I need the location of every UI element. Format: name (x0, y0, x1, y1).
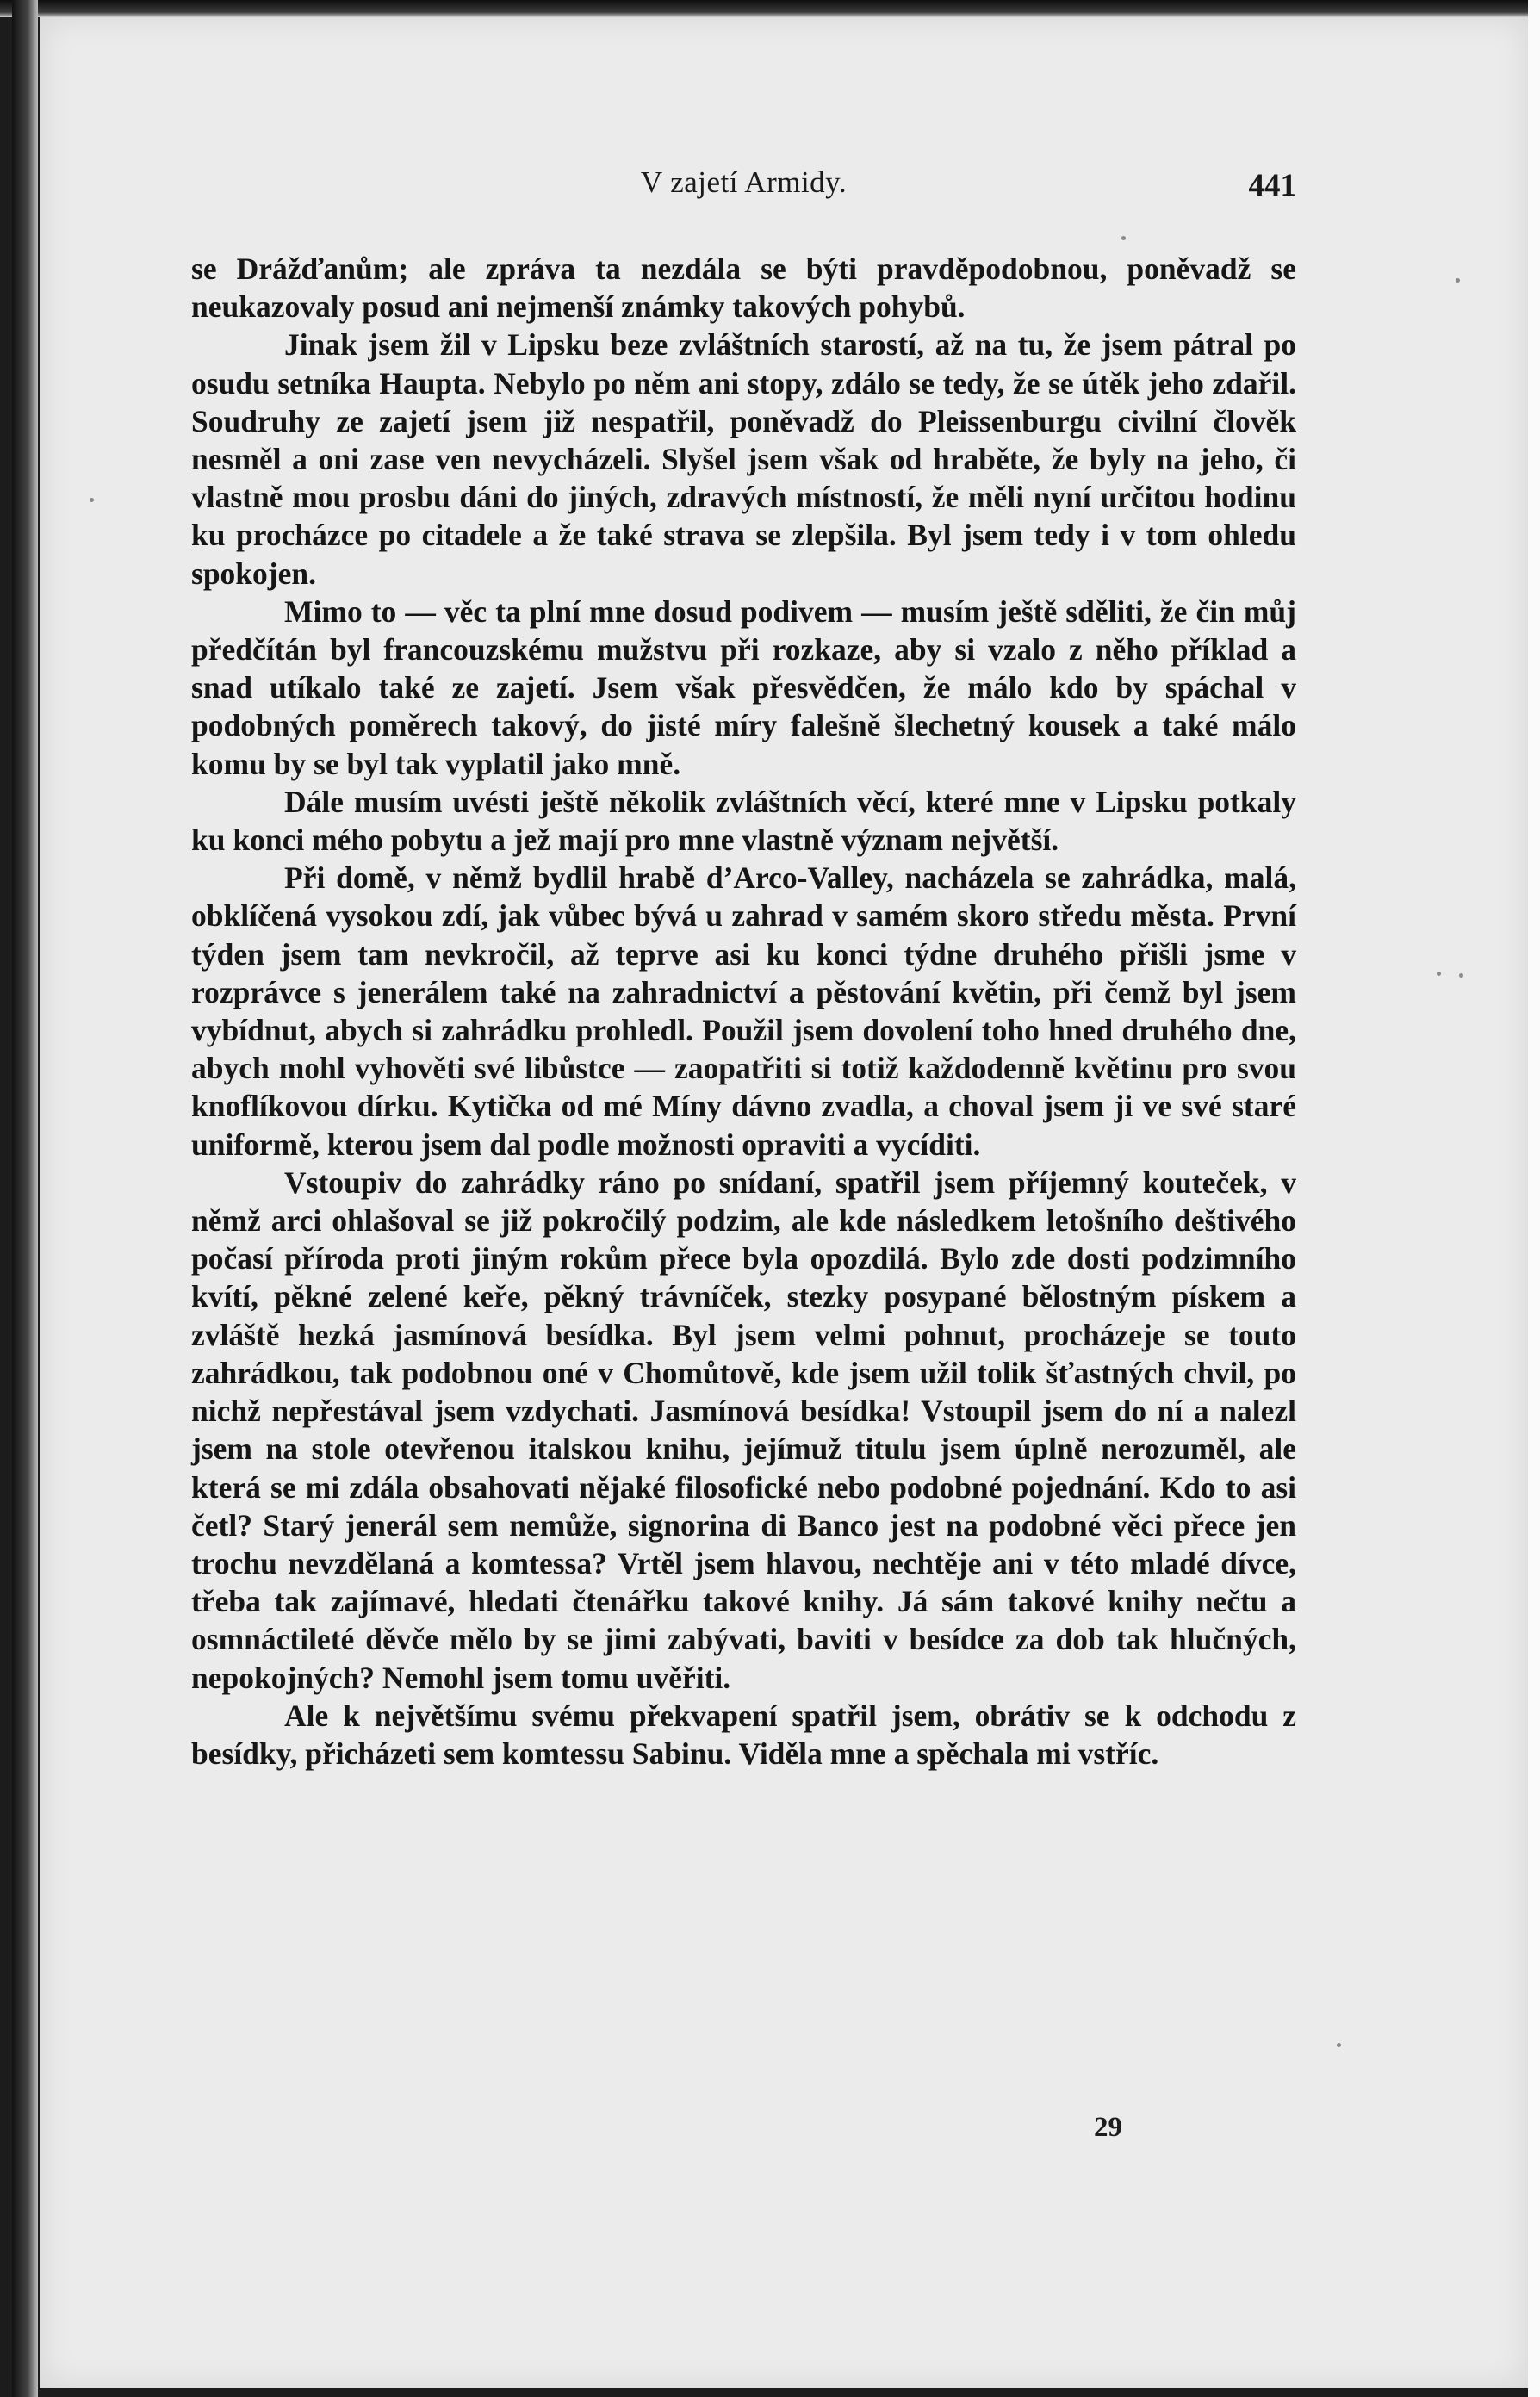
paragraph: Vstoupiv do zahrádky ráno po snídaní, spatřil jsem příjemný kouteček, v němž arci ohlašoval se již pokročilý podzim, ale kde následkem letošního deštivého počasí příroda proti jiným rokům přece byla opozdilá. Bylo zde dosti podzimního kvítí, pěkné zelené keře, pěkný trávníček, stezky posypané bělostným pískem a zvláště hezká jasmínová besídka. Byl jsem velmi pohnut, procházeje se touto zahrádkou, tak podobnou oné v Chomůtově, kde jsem užil tolik šťastných chvil, po nichž nepřestával jsem vzdychati. Jasmínová besídka! Vstoupil jsem do ní a nalezl jsem na stole otevřenou italskou knihu, jejímuž titulu jsem úplně nerozuměl, ale která se mi zdála obsahovati nějaké filosofické nebo podobné pojednání. Kdo to asi četl? Starý jenerál sem nemůže, signorina di Banco jest na podobné věci přece jen trochu nevzdělaná a komtessa? Vrtěl jsem hlavou, nechtěje ani v této mladé dívce, třeba tak zajímavé, hledati čtenářku takové knihy. Já sám takové knihy nečtu a osmnáctileté děvče mělo by se jimi zabývati, baviti v besídce za dob tak hlučných, nepokojných? Nemohl jsem tomu uvěřiti. (191, 1164, 1296, 1695)
paper-speck (1437, 972, 1441, 976)
paragraph: Jinak jsem žil v Lipsku beze zvláštních starostí, až na tu, že jsem pátral po osudu setníka Haupta. Nebylo po něm ani stopy, zdálo se tedy, že se útěk jeho zdařil. Soudruhy ze zajetí jsem již nespatřil, poněvadž do Pleissenburgu civilní člověk nesměl a oni zase ven nevycházeli. Slyšel jsem však od hraběte, že byly na jeho, či vlastně mou prosbu dáni do jiných, zdravých místností, že měli nyní určitou hodinu ku procházce po citadele a že také strava se zlepšila. Byl jsem tedy i v tom ohledu spokojen. (191, 327, 1296, 591)
paper-speck (1456, 278, 1460, 283)
body-text (191, 250, 1296, 1773)
paragraph: Dále musím uvésti ještě několik zvláštních věcí, které mne v Lipsku potkaly ku konci mého pobytu a jež mají pro mne vlastně význam největší. (191, 784, 1296, 858)
running-title: V zajetí Armidy. (640, 165, 848, 199)
running-head (191, 165, 1296, 208)
paragraph: Ale k největšímu svému překvapení spatřil jsem, obrátiv se k odchodu z besídky, přicházeti sem komtessu Sabinu. Viděla mne a spěchala mi vstříc. (191, 1698, 1296, 1771)
paragraph: Při domě, v němž bydlil hrabě d’Arco-Valley, nacházela se zahrádka, malá, obklíčená vysokou zdí, jak vůbec bývá u zahrad v samém skoro středu města. První týden jsem tam nevkročil, až teprve asi ku konci týdne druhého přišli jsme v rozprávce s jenerálem také na zahradnictví a pěstování květin, při čemž byl jsem vybídnut, abych si zahrádku prohledl. Použil jsem dovolení toho hned druhého dne, abych mohl vyhověti své libůstce — zaopatřiti si totiž každodenně květinu pro svou knoflíkovou dírku. Kytička od mé Míny dávno zvadla, a choval jsem ji ve své staré uniformě, kterou jsem dal podle možnosti opraviti a vycíditi. (191, 860, 1296, 1162)
printer-signature-mark: 29 (1094, 2112, 1122, 2143)
paper-speck (90, 498, 94, 502)
paper-speck (1459, 973, 1463, 978)
paragraph: se Drážďanům; ale zpráva ta nezdála se býti pravděpodobnou, poněvadž se neukazovaly posud ani nejmenší známky takových pohybů. (191, 251, 1296, 325)
book-spine-shadow (12, 0, 38, 2397)
paper-speck (1337, 2043, 1341, 2047)
page-number: 441 (1248, 168, 1296, 203)
scan-right-edge (1528, 0, 1540, 2397)
paragraph: Mimo to — věc ta plní mne dosud podivem — musím ještě sděliti, že čin můj předčítán byl francouzskému mužstvu při rozkaze, aby si vzalo z něho příklad a snad utíkalo také ze zajetí. Jsem však přesvědčen, že málo kdo by spáchal v podobných poměrech takový, do jisté míry falešně šlechetný kousek a také málo komu by se byl tak vyplatil jako mně. (191, 593, 1296, 781)
paper-speck (1121, 236, 1126, 240)
scan-top-edge (0, 0, 1540, 17)
